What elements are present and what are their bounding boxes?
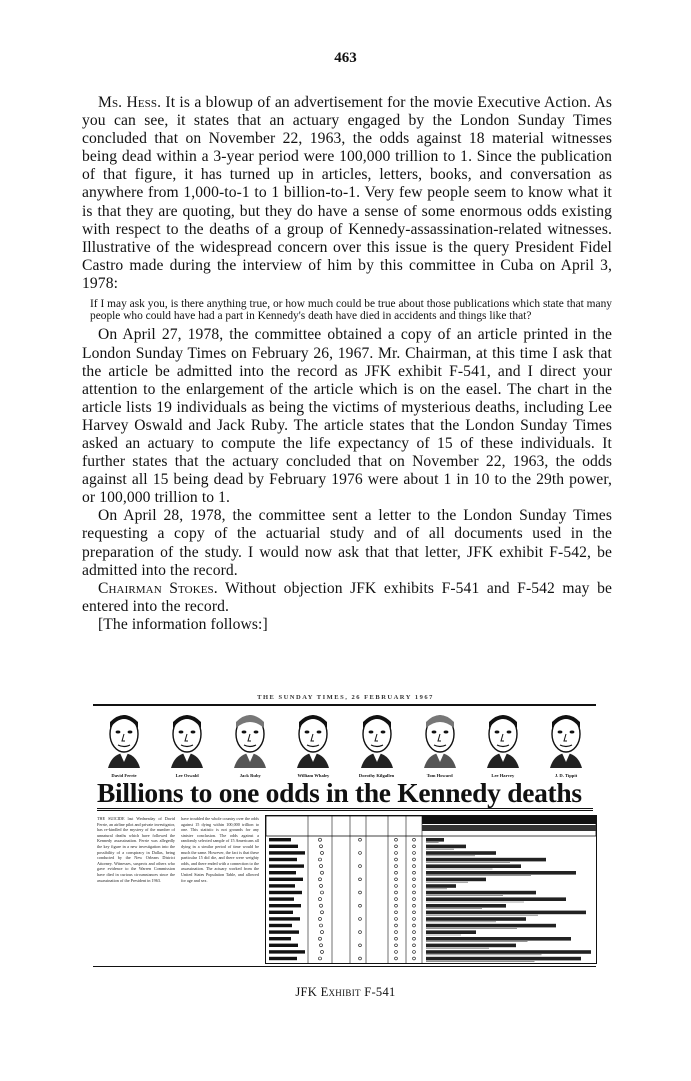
page-number: 463 xyxy=(334,50,357,66)
portrait-row xyxy=(99,710,591,780)
portrait-face-icon xyxy=(230,710,270,768)
portrait xyxy=(415,710,465,778)
portrait-name: William Whaley xyxy=(297,773,330,778)
clipping-headline: Billions to one odds in the Kennedy deaths xyxy=(97,778,593,811)
clipping-frame xyxy=(93,704,596,967)
paragraph-information-follows: [The information follows:] xyxy=(98,615,268,633)
caption-exhibit-number: F-541 xyxy=(360,985,396,999)
paragraph-text: It is a blowup of an advertisement for the movie Executive Action. As you can see, it states that an actuary engaged by the London Sunday Times concluded that on November 22, 1963, the odds against 18 material witnesses being dead within a 3-year period were 100,000 trillion to 1. Since the publication of that figure, it has turned up in articles, letters, books, and conversation as anywhere from 1,000-to-1 to 1 billion-to-1. Very few people seem to know what it is that they are quoting, but they do have a sense of some enormous odds existing with respect to the deaths of a group of Kennedy-assassination-related witnesses. Illustrative of the widespread concern over this issue is the query President Fidel Castro made during the interview of him by this committee in Cuba on April 3, 1978: xyxy=(82,94,613,292)
portrait xyxy=(288,710,338,778)
victims-chart-image xyxy=(265,815,597,964)
newspaper-clipping xyxy=(93,694,598,968)
paragraph-text: Without objection JFK exhibits F-541 and F-542 may be entered into the record. xyxy=(82,579,612,615)
exhibit-caption xyxy=(0,985,691,1000)
portrait-name: J. D. Tippit xyxy=(554,773,578,778)
speaker-label: Ms. Hess. xyxy=(98,94,162,111)
portrait xyxy=(352,710,402,778)
portrait xyxy=(225,710,275,778)
victims-chart-graphic xyxy=(266,816,596,963)
portrait-face-icon xyxy=(293,710,333,768)
portrait-face-icon xyxy=(357,710,397,768)
paragraph-chairman xyxy=(82,580,612,616)
portrait-face-icon xyxy=(420,710,460,768)
portrait-name: Dorothy Kilgallen xyxy=(358,773,395,778)
portrait xyxy=(478,710,528,778)
paragraph-april-28: On April 28, 1978, the committee sent a letter to the London Sunday Times requesting a copy of the actuarial study and of all documents used in the preparation of the study. I would now ask that that letter, JFK exhibit F-542, be admitted into the record. xyxy=(82,507,612,579)
clipping-column-a: THE SUICIDE last Wednesday of David Ferrie, an airline pilot and private investigator, has re-kindled the mystery of the number of unnatural deaths which have followed the Kennedy assassination. Ferrie was allegedly the key figure in a new investigation into the possibility of a conspiracy in Dallas, being conducted by the New Orleans District Attorney. Witnesses, suspects and others who gave evidence to the Warren Commission have died in curious circumstances since the assassination of the President in 1963. xyxy=(97,816,175,883)
document-body xyxy=(82,94,612,634)
paragraph-april-27: On April 27, 1978, the committee obtained a copy of an article printed in the London Sunday Times on February 26, 1967. Mr. Chairman, at this time I ask that the article be admitted into the record as JFK exhibit F-541, and I direct your attention to the enlargement of the article which is on the easel. The chart in the article lists 19 individuals as being the victims of mysterious deaths, including Lee Harvey Oswald and Jack Ruby. The article states that the London Sunday Times asked an actuary to compute the life expectancy of 15 of these individuals. It further states that the actuary concluded that on November 22, 1963, the odds against all 15 being dead by February 1976 were about 1 in 10 to the 29th power, or 100,000 trillion to 1. xyxy=(82,326,612,507)
speaker-label: Chairman Stokes. xyxy=(98,579,218,597)
portrait-face-icon xyxy=(104,710,144,768)
portrait-face-icon xyxy=(483,710,523,768)
portrait xyxy=(541,710,591,778)
portrait xyxy=(162,710,212,778)
portrait-name: David Ferrie xyxy=(111,773,137,778)
portrait-name: Tom Howard xyxy=(426,773,453,778)
portrait-name: Lee Oswald xyxy=(175,773,199,778)
portrait xyxy=(99,710,149,778)
paragraph-hess xyxy=(82,94,612,293)
portrait-name: Jack Ruby xyxy=(239,773,261,778)
portrait-face-icon xyxy=(167,710,207,768)
clipping-column-b: have troubled the whole country over the odds against 15 dying within 100,000 trillion to one. This statistic is not grounds for any sinister conclusion. The odds against a randomly selected sample of 15 Americans all dying in a similar period of time would be much the same. However, the fact is that these particular 15 did die, and there were weighty odds, and there ended with a connection to the assassination. The actuary worked from the United States Population Table, and allowed for age and sex. xyxy=(181,816,259,883)
portrait-face-icon xyxy=(546,710,586,768)
caption-exhibit-word: Exhibit xyxy=(320,985,361,999)
caption-prefix: JFK xyxy=(295,985,321,999)
castro-quote: If I may ask you, is there anything true, or how much could be true about those publications which state that many people who could have had a part in Kennedy's death have died in accidents and things like that? xyxy=(90,298,612,323)
portrait-name: Lee Harvey xyxy=(491,773,515,778)
clipping-masthead: THE SUNDAY TIMES, 26 FEBRUARY 1967 xyxy=(257,694,434,701)
